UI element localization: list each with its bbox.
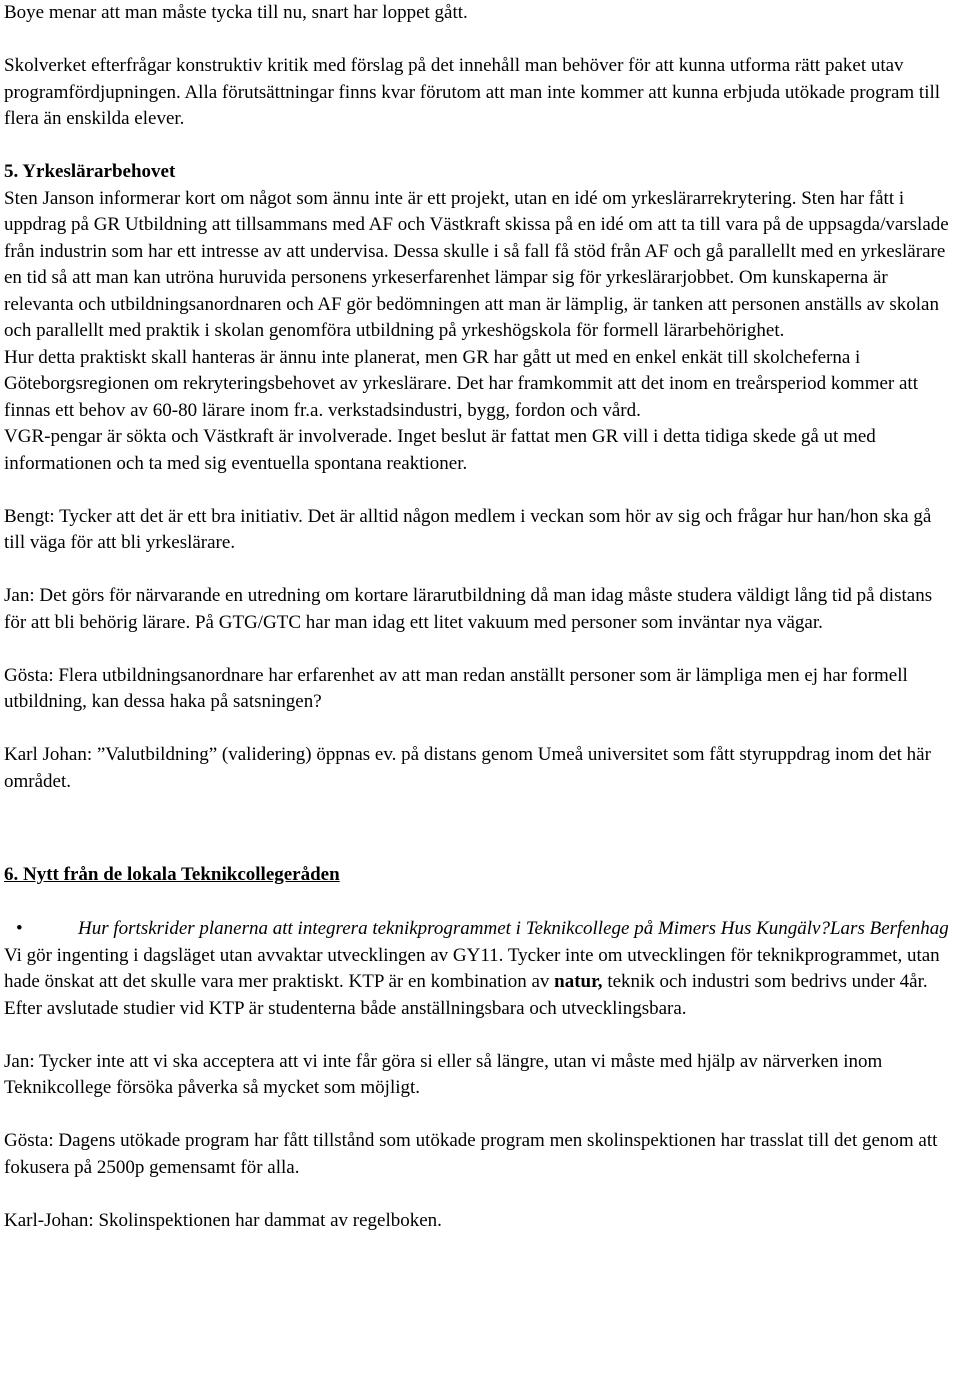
paragraph-gosta-2: Gösta: Dagens utökade program har fått tillstånd som utökade program men skolinspektionen har trasslat till det genom att fokusera på 2500p gemensamt för alla. — [4, 1130, 938, 1178]
section-6-heading: 6. Nytt från de lokala Teknikcollegeråden — [4, 863, 340, 885]
spacer — [4, 1022, 954, 1049]
spacer — [4, 835, 954, 862]
spacer — [4, 1102, 954, 1129]
spacer — [4, 795, 954, 835]
spacer — [4, 557, 954, 584]
paragraph-gosta: Gösta: Flera utbildningsanordnare har erfarenhet av att man redan anställt personer som är lämpliga men ej har formell utbildning, kan dessa haka på satsningen? — [4, 664, 908, 712]
text-run: Vi gör ingenting i dagsläget utan avvaktar utvecklingen av GY11. Tycker inte om utvecklingen för teknikprogrammet, utan hade önskat att det skulle vara mer praktiskt. KTP är en kombination av — [4, 944, 940, 992]
bullet-item-mimers-hus: • Hur fortskrider planerna att integrera teknikprogrammet i Teknikcollege på Mimers Hus Kungälv?Lars Berfenhag — [78, 916, 954, 943]
paragraph-boye: Boye menar att man måste tycka till nu, snart har loppet gått. — [4, 2, 468, 23]
paragraph-hur-detta: Hur detta praktiskt skall hanteras är ännu inte planerat, men GR har gått ut med en enkel enkät till skolcheferna i Göteborgsregionen om rekryteringsbehovet av yrkeslärare. Det har framkommit att det inom en treårsperiod kommer att finnas ett behov av 60-80 lärare inom fr.a. verkstadsindustri, bygg, fordon och vård. — [4, 346, 918, 421]
spacer — [4, 1181, 954, 1208]
paragraph-jan-2: Jan: Tycker inte att vi ska acceptera att vi inte får göra si eller så längre, utan vi måste med hjälp av närverken inom Teknikcollege försöka påverka så mycket som möjligt. — [4, 1050, 883, 1098]
spacer — [4, 888, 954, 916]
text-run: teknik och industri som bedrivs under 4år. Efter avslutade studier vid KTP är studenterna både anställningsbara och utvecklingsbara. — [4, 971, 928, 1019]
spacer — [4, 477, 954, 504]
paragraph-sten-janson: Sten Janson informerar kort om något som ännu inte är ett projekt, utan en idé om yrkeslärarrekrytering. Sten har fått i uppdrag på GR Utbildning att tillsammans med AF och Västkraft skissa på en idé om att ta till vara på de uppsagda/varslade från industrin som har ett intresse av att undervisa. Dessa skulle i så fall få stöd från AF och gå parallellt med en yrkeslärare en tid så att man kan utröna huruvida personens yrkeserfarenhet lämpar sig för yrkeslärarjobbet. Om kunskaperna är relevanta och utbildningsanordnaren och AF gör bedömningen att man är lämplig, är tanken att personen anställs av skolan och parallellt med praktik i skolan genomföra utbildning på yrkeshögskola för formell lärarbehörighet. — [4, 187, 949, 341]
paragraph-vi-gor-ingenting — [4, 943, 954, 1023]
spacer — [4, 716, 954, 743]
paragraph-jan: Jan: Det görs för närvarande en utredning om kortare lärarutbildning då man idag måste studera väldigt lång tid på distans för att bli behörig lärare. På GTG/GTC har man idag ett litet vakuum med personer som inväntar nya vägar. — [4, 585, 933, 633]
spacer — [4, 636, 954, 663]
paragraph-skolverket: Skolverket efterfrågar konstruktiv kritik med förslag på det innehåll man behöver för att kunna utforma rätt paket utav programfördjupningen. Alla förutsättningar finns kvar förutom att man inte kommer att kunna erbjuda utökade program till flera än enskilda elever. — [4, 55, 941, 129]
spacer — [4, 133, 954, 160]
spacer — [4, 27, 954, 54]
paragraph-karl-johan-2: Karl-Johan: Skolinspektionen har dammat av regelboken. — [4, 1209, 442, 1231]
section-5-heading: 5. Yrkeslärarbehovet — [4, 161, 176, 182]
paragraph-vgr-pengar: VGR-pengar är sökta och Västkraft är involverade. Inget beslut är fattat men GR vill i detta tidiga skede gå ut med informationen och ta med sig eventuella spontana reaktioner. — [4, 426, 876, 474]
bullet-list — [4, 916, 954, 943]
paragraph-bengt: Bengt: Tycker att det är ett bra initiativ. Det är alltid någon medlem i veckan som hör av sig och frågar hur han/hon ska gå till väga för att bli yrkeslärare. — [4, 505, 932, 553]
paragraph-karl-johan: Karl Johan: ”Valutbildning” (validering) öppnas ev. på distans genom Umeå universitet som fått styruppdrag inom det här området. — [4, 744, 931, 792]
text-run-bold: natur, — [554, 971, 603, 992]
